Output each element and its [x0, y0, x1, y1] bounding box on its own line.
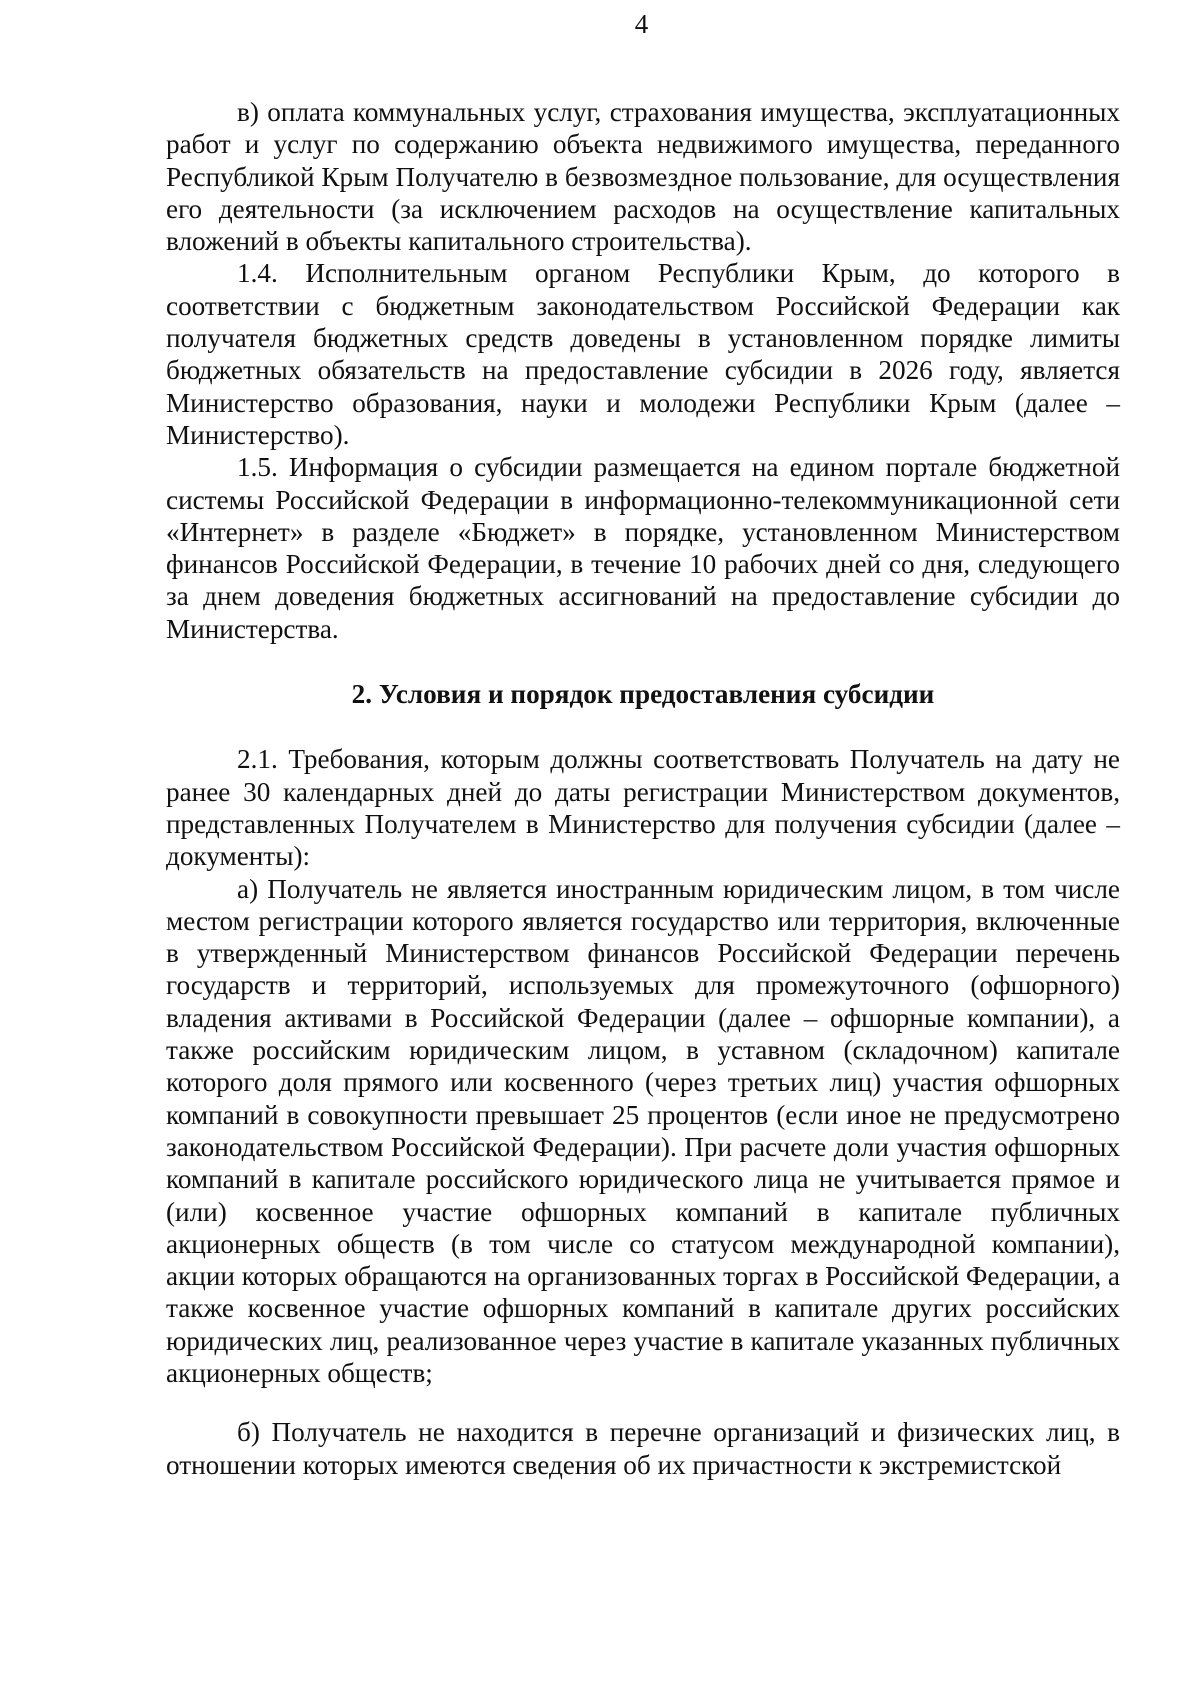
paragraph-1-5: 1.5. Информация о субсидии размещается на едином портале бюджетной системы Российской Федерации в информационно-телекоммуникационной сети «Интернет» в разделе «Бюджет» в порядке, установленном Министерством финансов Российской Федерации, в течение 10 рабочих дней со дня, следующего за днем доведения бюджетных ассигнований на предоставление субсидии до Министерства. — [166, 452, 1120, 644]
document-body — [166, 96, 1120, 1481]
section-heading: 2. Условия и порядок предоставления субсидии — [351, 679, 935, 710]
page-number: 4 — [634, 9, 649, 39]
paragraph-2-1: 2.1. Требования, которым должны соответствовать Получатель на дату не ранее 30 календарных дней до даты регистрации Министерством документов, представленных Получателем в Министерство для получения субсидии (далее – документы): — [166, 744, 1120, 872]
paragraph-v-utilities: в) оплата коммунальных услуг, страхования имущества, эксплуатационных работ и услуг по содержанию объекта недвижимого имущества, переданного Республикой Крым Получателю в безвозмездное пользование, для осуществления его деятельности (за исключением расходов на осуществление капитальных вложений в объекты капитального строительства). — [166, 97, 1120, 257]
paragraph-1-4: 1.4. Исполнительным органом Республики Крым, до которого в соответствии с бюджетным законодательством Российской Федерации как получателя бюджетных средств доведены в установленном порядке лимиты бюджетных обязательств на предоставление субсидии в 2026 году, является Министерство образования, науки и молодежи Республики Крым (далее – Министерство). — [166, 258, 1120, 450]
paragraph-b-extremism: б) Получатель не находится в перечне организаций и физических лиц, в отношении которых имеются сведения об их причастности к экстремистской — [166, 1417, 1120, 1480]
paragraph-a-offshore: а) Получатель не является иностранным юридическим лицом, в том числе местом регистрации которого является государство или территория, включенные в утвержденный Министерством финансов Российской Федерации перечень государств и территорий, используемых для промежуточного (офшорного) владения активами в Российской Федерации (далее – офшорные компании), а также российским юридическим лицом, в уставном (складочном) капитале которого доля прямого или косвенного (через третьих лиц) участия офшорных компаний в совокупности превышает 25 процентов (если иное не предусмотрено законодательством Российской Федерации). При расчете доли участия офшорных компаний в капитале российского юридического лица не учитывается прямое и (или) косвенное участие офшорных компаний в капитале публичных акционерных обществ (в том числе со статусом международной компании), акции которых обращаются на организованных торгах в Российской Федерации, а также косвенное участие офшорных компаний в капитале других российских юридических лиц, реализованное через участие в капитале указанных публичных акционерных обществ; — [166, 873, 1120, 1388]
